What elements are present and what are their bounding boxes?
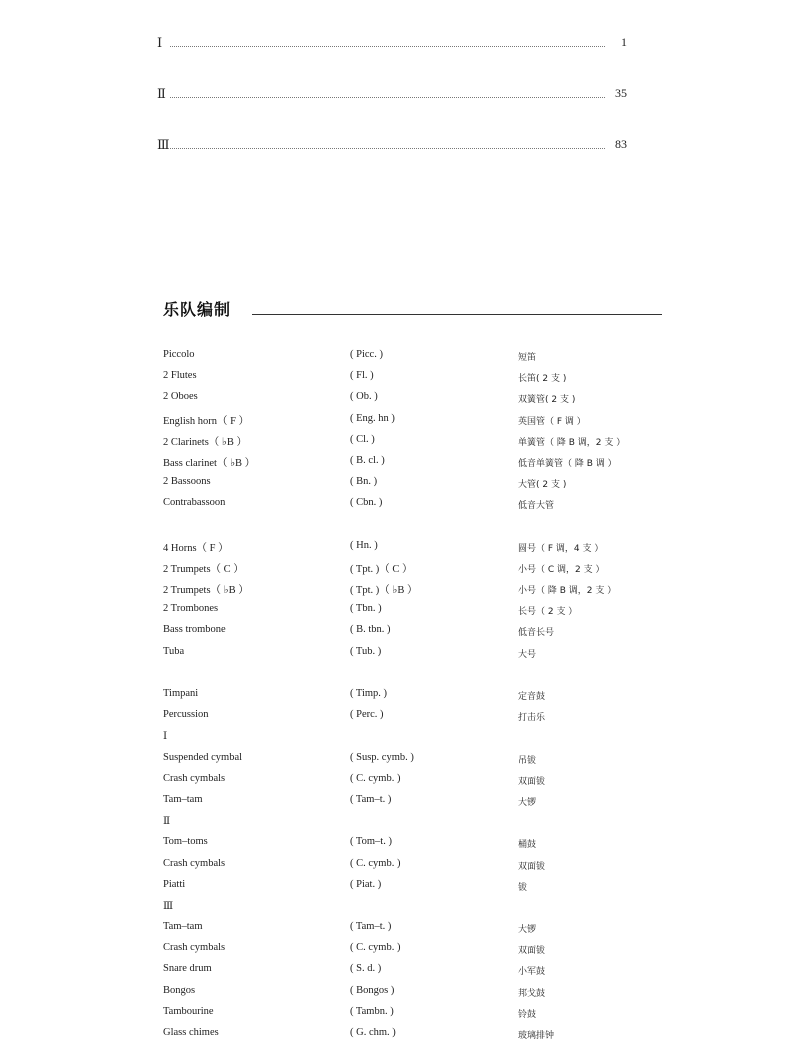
instrument-chinese-name: 双簧管( 2 支 ) — [518, 395, 576, 406]
instrument-chinese-name: 钹 — [518, 882, 528, 893]
instrument-name: Crash cymbals — [163, 857, 226, 869]
instrument-name: Percussion — [163, 709, 209, 721]
instrument-row — [163, 897, 663, 918]
instrument-name: English horn（ F ） — [163, 415, 250, 427]
instrument-chinese-name: 玻璃排钟 — [518, 1031, 555, 1041]
instrument-abbreviation: ( Eng. hn ) — [350, 412, 395, 424]
instrument-row — [163, 876, 663, 897]
heading-rule — [252, 314, 662, 315]
instrument-row — [163, 410, 663, 431]
instrument-chinese-name: 低音大管 — [518, 501, 555, 512]
instrument-abbreviation: ( Tambn. ) — [350, 1005, 394, 1017]
instrument-name: 2 Clarinets（ ♭B ） — [163, 436, 247, 448]
instrument-row — [163, 770, 663, 791]
instrument-abbreviation: ( Tbn. ) — [350, 603, 382, 615]
instrument-row — [163, 621, 663, 642]
instrument-row — [163, 1024, 663, 1045]
instrument-name: Crash cymbals — [163, 942, 226, 954]
instrument-name: Tambourine — [163, 1005, 214, 1017]
instrument-name: Bass trombone — [163, 624, 226, 636]
instrument-chinese-name: 低音长号 — [518, 628, 555, 639]
instrument-name: Piccolo — [163, 349, 195, 360]
instrument-name: Ⅲ — [163, 900, 174, 912]
instrument-row — [163, 388, 663, 409]
instrument-name: 2 Trumpets（ ♭B ） — [163, 585, 249, 597]
instrument-chinese-name: 圆号（ F 调，4 支 ） — [518, 543, 604, 554]
instrument-abbreviation: ( Timp. ) — [350, 688, 388, 699]
instrument-chinese-name: 小号（ C 调，2 支 ） — [518, 564, 605, 575]
instrument-abbreviation: ( Piat. ) — [350, 878, 382, 890]
instrument-row — [163, 918, 663, 939]
instrument-row — [163, 367, 663, 388]
instrument-row — [163, 982, 663, 1003]
instrument-abbreviation: ( Tpt. )（ C ） — [350, 563, 413, 575]
toc-leader-dots — [170, 46, 605, 47]
instrument-chinese-name: 长号（ 2 支 ） — [518, 607, 578, 618]
instrument-name: Tuba — [163, 645, 185, 657]
instrument-row — [163, 812, 663, 833]
instrumentation-list — [163, 346, 663, 1045]
instrument-row — [163, 346, 663, 367]
instrument-chinese-name: 英国管（ F 调 ） — [518, 416, 586, 427]
instrument-chinese-name: 定音鼓 — [518, 692, 546, 702]
toc-number: Ⅰ — [157, 35, 163, 50]
instrument-row — [163, 791, 663, 812]
instrument-name: Contrabassoon — [163, 497, 226, 509]
instrument-abbreviation: ( Tom–t. ) — [350, 836, 392, 848]
instrument-row — [163, 1003, 663, 1024]
instrument-abbreviation: ( C. cymb. ) — [350, 772, 401, 784]
section-title: 乐队编制 — [163, 300, 232, 319]
instrument-abbreviation: ( Fl. ) — [350, 370, 374, 382]
instrument-chinese-name: 单簧管（ 降 B 调，2 支 ） — [518, 437, 626, 448]
instrument-abbreviation: ( Hn. ) — [350, 539, 378, 551]
instrument-name: Tom–toms — [163, 836, 208, 848]
instrument-row — [163, 855, 663, 876]
instrument-name: Piatti — [163, 878, 186, 890]
instrument-name: Ⅱ — [163, 816, 171, 828]
instrument-name: Snare drum — [163, 963, 212, 975]
instrument-name: Ⅰ — [163, 731, 168, 743]
instrument-abbreviation: ( Bn. ) — [350, 476, 378, 488]
instrument-abbreviation: ( S. d. ) — [350, 963, 382, 975]
instrument-row — [163, 939, 663, 960]
toc-page-number: 83 — [615, 137, 627, 151]
instrument-abbreviation: ( G. chm. ) — [350, 1027, 396, 1038]
instrument-row — [163, 727, 663, 748]
instrument-abbreviation: ( Ob. ) — [350, 391, 378, 403]
instrument-chinese-name: 短笛 — [518, 353, 537, 363]
instrument-row — [163, 537, 663, 558]
instrument-row — [163, 960, 663, 981]
instrument-chinese-name: 小号（ 降 B 调，2 支 ） — [518, 586, 617, 597]
instrument-name: Suspended cymbal — [163, 751, 243, 763]
instrument-abbreviation: ( C. cymb. ) — [350, 942, 401, 954]
toc-page-number: 35 — [615, 86, 627, 100]
instrument-chinese-name: 铃鼓 — [518, 1009, 537, 1020]
instrument-abbreviation: ( Perc. ) — [350, 709, 384, 721]
instrument-row — [163, 579, 663, 600]
instrument-name: Tam–tam — [163, 793, 203, 805]
instrument-row — [163, 685, 663, 706]
toc-number: Ⅱ — [157, 86, 166, 101]
instrument-chinese-name: 大锣 — [518, 797, 537, 808]
instrument-row — [163, 749, 663, 770]
instrument-chinese-name: 双面钹 — [518, 946, 546, 957]
instrument-chinese-name: 长笛( 2 支 ) — [518, 374, 567, 385]
instrument-abbreviation: ( Cl. ) — [350, 433, 375, 445]
toc-entry-1[interactable] — [157, 35, 627, 55]
instrument-name: 2 Trumpets（ C ） — [163, 563, 244, 575]
instrument-chinese-name: 小军鼓 — [518, 967, 546, 978]
instrument-chinese-name: 大锣 — [518, 925, 537, 936]
instrument-abbreviation: ( B. tbn. ) — [350, 624, 391, 636]
instrument-abbreviation: ( Tpt. )（ ♭B ） — [350, 585, 418, 597]
instrument-name: Bongos — [163, 984, 196, 996]
instrument-abbreviation: ( Tam–t. ) — [350, 921, 392, 933]
instrument-name: Crash cymbals — [163, 772, 226, 784]
instrument-abbreviation: ( Tam–t. ) — [350, 793, 392, 805]
instrument-row — [163, 600, 663, 621]
instrument-abbreviation: ( B. cl. ) — [350, 454, 385, 466]
instrument-abbreviation: ( Picc. ) — [350, 349, 383, 360]
instrument-row — [163, 452, 663, 473]
instrument-chinese-name: 桶鼓 — [518, 840, 537, 851]
toc-entry-2[interactable] — [157, 86, 627, 106]
list-spacer — [163, 664, 663, 685]
instrument-name: 4 Horns（ F ） — [163, 542, 229, 554]
instrument-chinese-name: 双面钹 — [518, 861, 546, 872]
toc-leader-dots — [170, 148, 605, 149]
instrument-chinese-name: 低音单簧管（ 降 B 调 ） — [518, 458, 617, 469]
section-heading — [163, 297, 662, 319]
list-spacer — [163, 516, 663, 537]
instrument-row — [163, 643, 663, 664]
instrument-chinese-name: 双面钹 — [518, 776, 546, 787]
instrument-chinese-name: 吊钹 — [518, 755, 537, 766]
instrument-name: 2 Bassoons — [163, 476, 211, 488]
toc-number: Ⅲ — [157, 137, 170, 152]
instrument-abbreviation: ( Cbn. ) — [350, 497, 383, 509]
toc-page-number: 1 — [621, 35, 627, 49]
instrument-abbreviation: ( Tub. ) — [350, 645, 382, 657]
instrument-name: 2 Oboes — [163, 391, 198, 403]
instrument-chinese-name: 大管( 2 支 ) — [518, 480, 567, 491]
toc-leader-dots — [170, 97, 605, 98]
instrument-row — [163, 473, 663, 494]
instrument-row — [163, 706, 663, 727]
toc-entry-3[interactable] — [157, 137, 627, 157]
instrument-abbreviation: ( Bongos ) — [350, 984, 395, 996]
instrument-chinese-name: 大号 — [518, 649, 537, 660]
instrument-row — [163, 431, 663, 452]
instrument-name: 2 Flutes — [163, 370, 197, 382]
instrument-name: Bass clarinet（ ♭B ） — [163, 457, 256, 469]
instrument-chinese-name: 打击乐 — [518, 713, 546, 724]
instrument-row — [163, 833, 663, 854]
instrument-name: Timpani — [163, 688, 199, 699]
instrument-name: Glass chimes — [163, 1027, 219, 1038]
instrument-name: Tam–tam — [163, 921, 203, 933]
instrument-name: 2 Trombones — [163, 603, 219, 615]
instrument-row — [163, 558, 663, 579]
instrument-abbreviation: ( C. cymb. ) — [350, 857, 401, 869]
instrument-row — [163, 494, 663, 515]
instrument-abbreviation: ( Susp. cymb. ) — [350, 751, 414, 763]
instrument-chinese-name: 邦戈鼓 — [518, 988, 546, 999]
